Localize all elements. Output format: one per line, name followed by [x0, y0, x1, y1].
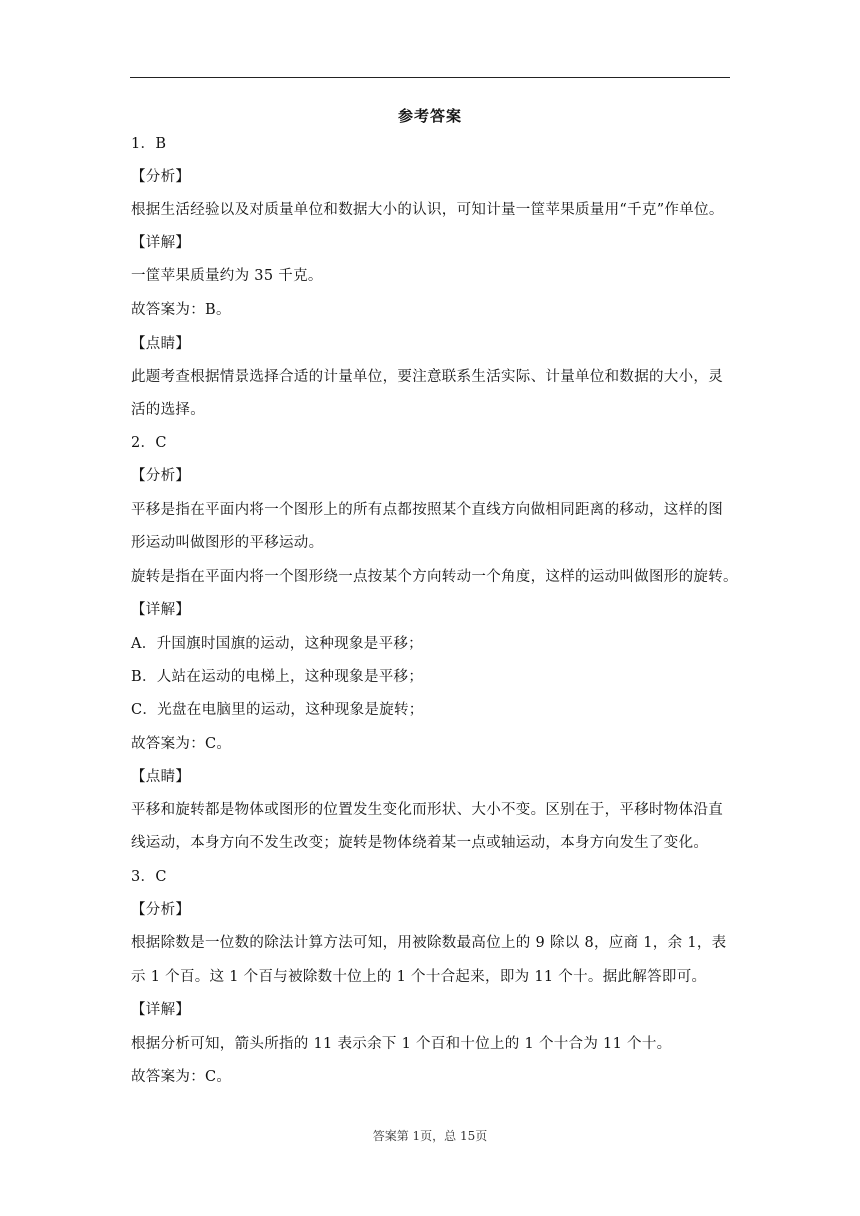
text-line: 故答案为：C。: [131, 736, 232, 752]
text-line: 故答案为：C。: [131, 1069, 232, 1085]
text-line: 【分析】: [131, 902, 191, 918]
text-line: 【点睛】: [131, 769, 191, 785]
text-line: 形运动叫做图形的平移运动。: [131, 535, 324, 551]
text-line: A．升国旗时国旗的运动，这种现象是平移；: [131, 636, 423, 652]
text-line: C．光盘在电脑里的运动，这种现象是旋转；: [131, 702, 424, 718]
text-line: 活的选择。: [131, 402, 205, 418]
header-rule: [130, 77, 730, 78]
text-line: 此题考查根据情景选择合适的计量单位，要注意联系生活实际、计量单位和数据的大小，灵: [131, 369, 723, 385]
text-line: 1．B: [131, 136, 167, 152]
text-line: 3．C: [131, 869, 167, 885]
text-line: 故答案为：B。: [131, 302, 231, 318]
text-line: B．人站在运动的电梯上，这种现象是平移；: [131, 669, 424, 685]
text-line: 根据除数是一位数的除法计算方法可知，用被除数最高位上的 9 除以 8，应商 1，余 1，表: [131, 935, 727, 951]
text-line: 【分析】: [131, 169, 191, 185]
text-line: 一筐苹果质量约为 35 千克。: [131, 268, 323, 284]
page-title: 参考答案: [397, 107, 462, 125]
text-line: 根据生活经验以及对质量单位和数据大小的认识，可知计量一筐苹果质量用“千克”作单位。: [131, 202, 724, 218]
text-line: 线运动，本身方向不发生改变；旋转是物体绕着某一点或轴运动，本身方向发生了变化。: [131, 835, 709, 851]
text-line: 【详解】: [131, 602, 191, 618]
text-line: 平移是指在平面内将一个图形上的所有点都按照某个直线方向做相同距离的移动，这样的图: [131, 502, 723, 518]
text-line: 【详解】: [131, 235, 191, 251]
text-line: 旋转是指在平面内将一个图形绕一点按某个方向转动一个角度，这样的运动叫做图形的旋转。: [131, 569, 738, 585]
text-line: 2．C: [131, 435, 167, 451]
text-line: 根据分析可知，箭头所指的 11 表示余下 1 个百和十位上的 1 个十合为 11 个十。: [131, 1036, 672, 1052]
text-line: 平移和旋转都是物体或图形的位置发生变化而形状、大小不变。区别在于，平移时物体沿直: [131, 802, 723, 818]
text-line: 【详解】: [131, 1002, 191, 1018]
text-line: 【点睛】: [131, 336, 191, 352]
text-line: 示 1 个百。这 1 个百与被除数十位上的 1 个十合起来，即为 11 个十。据此解答即可。: [131, 969, 707, 985]
text-line: 【分析】: [131, 468, 191, 484]
page-footer: 答案第 1页，总 15页: [372, 1129, 488, 1143]
